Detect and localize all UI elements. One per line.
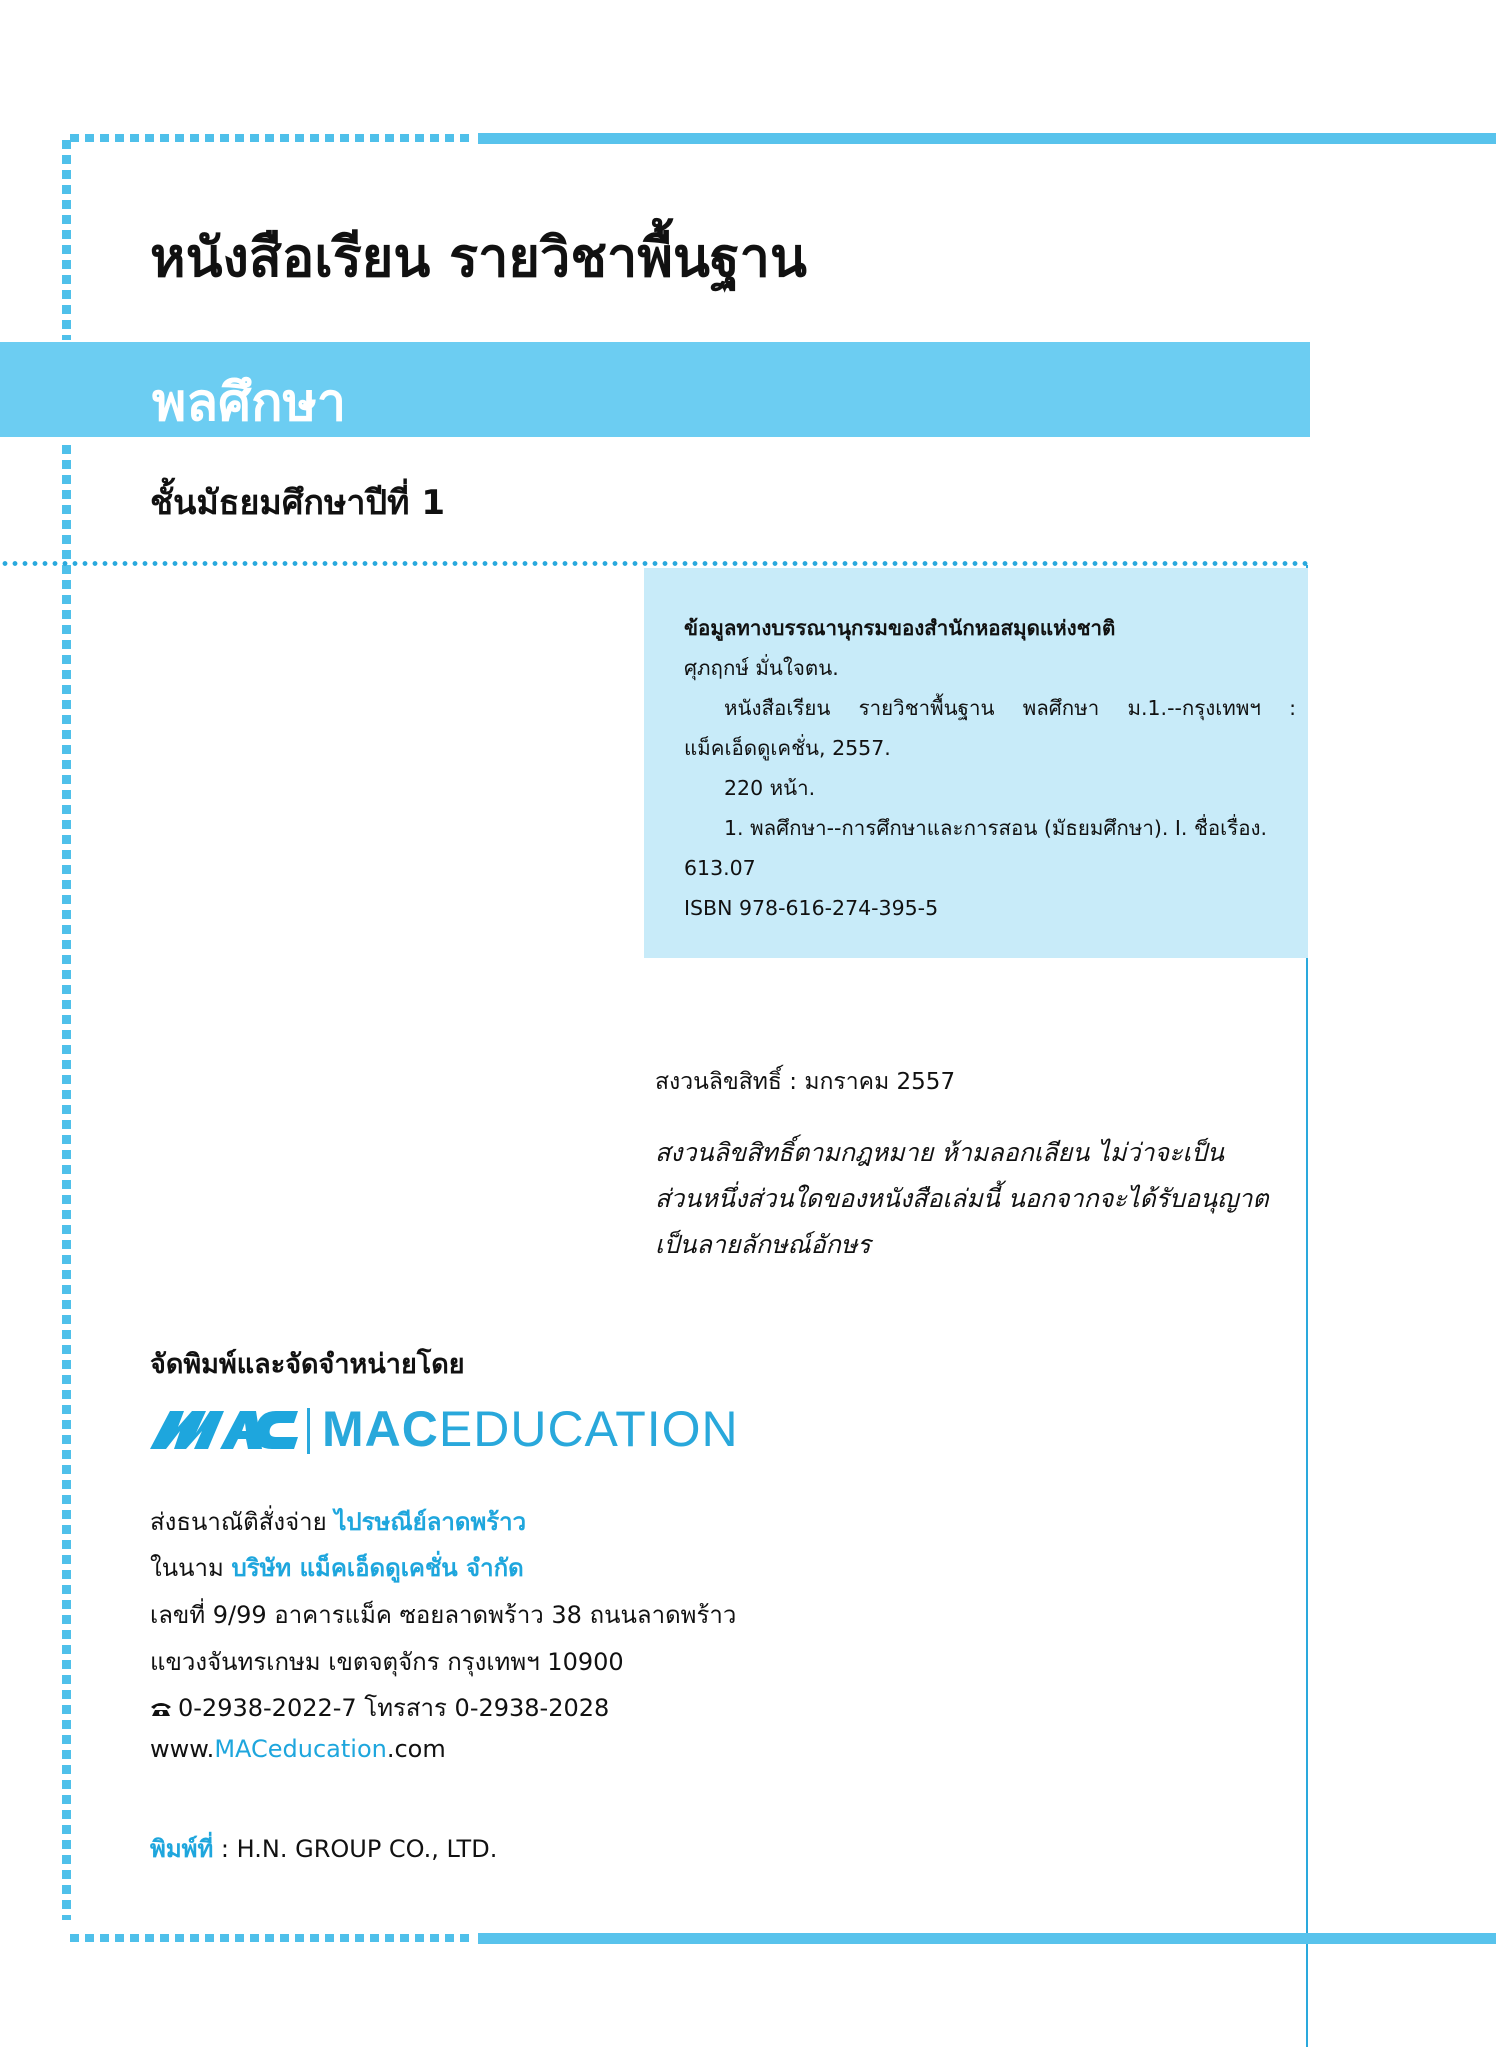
- bottom-dashed-border: [70, 1934, 475, 1942]
- cip-pages: 220 หน้า.: [724, 776, 816, 800]
- phone-line: [150, 1688, 609, 1727]
- cip-heading: ข้อมูลทางบรรณานุกรมของสำนักหอสมุดแห่งชาติ: [684, 616, 1116, 640]
- payee-name: บริษัท แม็คเอ็ดดูเคชั่น จำกัด: [231, 1554, 524, 1582]
- cip-box: [644, 568, 1308, 958]
- cip-author: ศุภฤกษ์ มั่นใจตน.: [684, 656, 839, 680]
- website-line: [150, 1735, 446, 1763]
- top-solid-border: [478, 133, 1496, 144]
- address-line1: เลขที่ 9/99 อาคารแม็ค ซอยลาดพร้าว 38 ถนนลาดพร้าว: [150, 1601, 737, 1629]
- left-dashed-border: [62, 140, 71, 340]
- bottom-solid-border: [478, 1933, 1496, 1944]
- cip-isbn: ISBN 978-616-274-395-5: [684, 896, 939, 920]
- money-order-office: ไปรษณีย์ลาดพร้าว: [334, 1508, 527, 1536]
- logo-text-light: EDUCATION: [438, 1401, 739, 1457]
- website-suffix: .com: [386, 1735, 446, 1763]
- copyright-note-line3: เป็นลายลักษณ์อักษร: [655, 1230, 871, 1259]
- cip-entry-line2: แม็คเอ็ดดูเคชั่น, 2557.: [684, 736, 891, 760]
- phone-text: 0-2938-2022-7 โทรสาร 0-2938-2028: [178, 1694, 610, 1722]
- cip-classification: 613.07: [684, 856, 756, 880]
- copyright-note: [655, 1130, 1295, 1268]
- dotted-separator: [0, 561, 1310, 566]
- payee-line: [150, 1548, 524, 1587]
- website-prefix: www.: [150, 1735, 215, 1763]
- logo-text-bold: MAC: [322, 1401, 439, 1457]
- book-title: หนังสือเรียน รายวิชาพื้นฐาน: [150, 226, 807, 289]
- money-order-prefix: ส่งธนาณัติสั่งจ่าย: [150, 1508, 327, 1536]
- cip-subject-heading: 1. พลศึกษา--การศึกษาและการสอน (มัธยมศึกษา). I. ชื่อเรื่อง.: [724, 816, 1268, 840]
- subject-title: พลศึกษา: [152, 373, 347, 433]
- publisher-label: จัดพิมพ์และจัดจำหน่ายโดย: [150, 1349, 465, 1380]
- copyright-note-line1: สงวนลิขสิทธิ์ตามกฎหมาย ห้ามลอกเลียน ไม่ว่าจะเป็น: [655, 1138, 1224, 1167]
- mac-education-logo-text: [322, 1400, 739, 1458]
- mac-logo-mark-icon: [148, 1405, 300, 1453]
- grade-level: ชั้นมัธยมศึกษาปีที่ 1: [150, 483, 445, 523]
- printer-label: พิมพ์ที่: [150, 1835, 214, 1863]
- copyright-date: สงวนลิขสิทธิ์ : มกราคม 2557: [655, 1069, 956, 1095]
- website-brand: MACeducation: [214, 1735, 387, 1763]
- left-dashed-border-lower: [62, 445, 71, 1920]
- money-order-line: [150, 1502, 526, 1541]
- payee-prefix: ในนาม: [150, 1554, 224, 1582]
- telephone-icon: [150, 1701, 172, 1717]
- copyright-note-line2: ส่วนหนึ่งส่วนใดของหนังสือเล่มนี้ นอกจากจะได้รับอนุญาต: [655, 1184, 1269, 1213]
- address-line2: แขวงจันทรเกษม เขตจตุจักร กรุงเทพฯ 10900: [150, 1648, 624, 1676]
- top-dashed-border: [70, 134, 475, 142]
- printer-name: : H.N. GROUP CO., LTD.: [213, 1835, 498, 1863]
- cip-entry-line1: หนังสือเรียน รายวิชาพื้นฐาน พลศึกษา ม.1.--กรุงเทพฯ :: [724, 696, 1296, 720]
- printer-line: [150, 1829, 497, 1868]
- logo-separator: [307, 1408, 310, 1454]
